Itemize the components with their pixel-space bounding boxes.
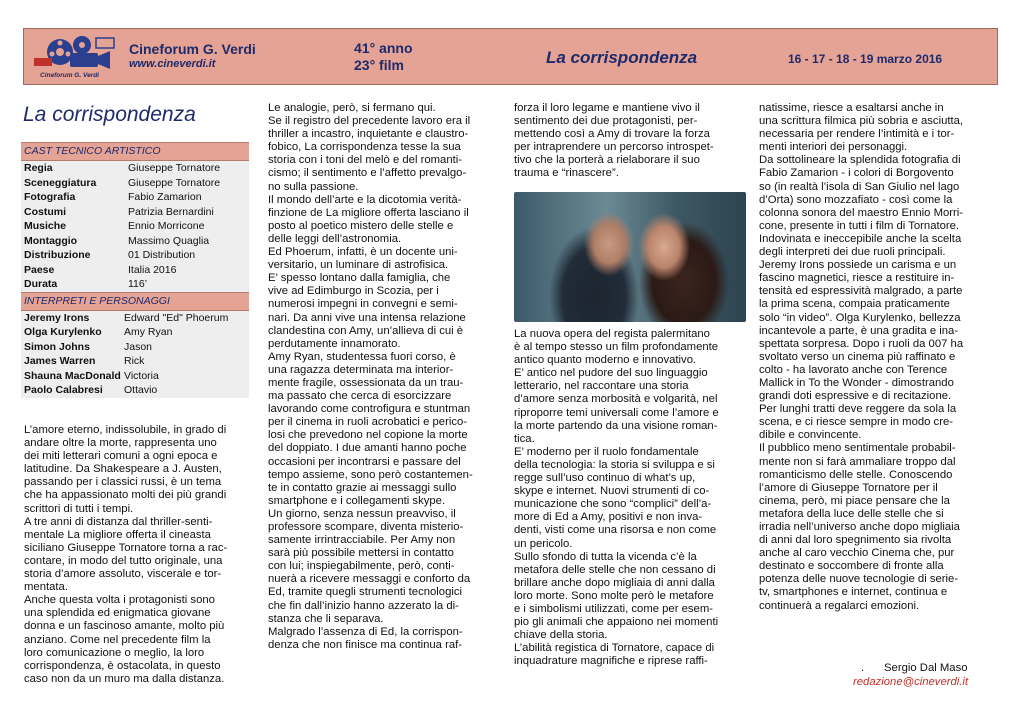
page-title: La corrispondenza — [23, 103, 196, 126]
text-line: cone, presente in tutti i film di Tornatore. — [759, 219, 960, 232]
text-line: vive ad Edimburgo in Scozia, per i — [268, 285, 439, 298]
text-line: d’Orta) sono mozzafiato - così come la — [759, 193, 953, 206]
text-line: tensità ed espressività malgrado, a parte — [759, 285, 963, 298]
text-line: loro morte. Sono molte però le metafore — [514, 589, 714, 602]
tech-key: Fotografia — [24, 191, 76, 203]
tech-key: Paese — [24, 263, 55, 276]
svg-text:Cineforum G. Verdi: Cineforum G. Verdi — [40, 72, 99, 79]
actor-value: Victoria — [124, 369, 159, 382]
signature-dot: . — [861, 662, 865, 674]
text-line: passando per i classici russi, è un tema — [24, 476, 222, 489]
text-line: scena, e ci riesce sempre in modo cre- — [759, 416, 954, 429]
text-line: pio gli animali che appaiono nei momenti — [514, 616, 719, 629]
tech-value: Massimo Quaglia — [128, 234, 210, 247]
text-line: d’amore senza morbosità e volgarità, nel — [514, 393, 718, 406]
screening-dates: 16 - 17 - 18 - 19 marzo 2016 — [788, 52, 943, 66]
tech-key: Sceneggiatura — [24, 176, 97, 189]
text-line: potenza delle nuove tecnologie di serie- — [759, 573, 959, 586]
text-line: tempo assieme, sono però costantemen- — [268, 468, 473, 481]
text-line: Anche questa volta i protagonisti sono — [24, 594, 215, 607]
text-line: L’amore eterno, indissolubile, in grado di — [24, 424, 227, 436]
tech-row — [21, 161, 249, 176]
article-column-2 — [268, 102, 500, 652]
actor-row — [21, 340, 249, 355]
text-line: more di Ed a Amy, positivi e non inva- — [514, 511, 703, 524]
year-label: 41° anno — [354, 40, 413, 56]
text-line: siciliano Giuseppe Tornatore torna a rac- — [24, 541, 228, 554]
tech-value: Ennio Morricone — [128, 220, 205, 232]
actor-key: Simon Johns — [24, 340, 90, 353]
text-line: Amy Ryan, studentessa fuori corso, è — [268, 350, 456, 363]
text-line: la prima scena, compaia praticamente — [759, 298, 950, 311]
text-line: anche al caro vecchio Cinema che, pur — [759, 547, 955, 560]
tech-row — [21, 248, 249, 263]
tech-value: 01 Distribution — [128, 249, 196, 261]
text-line: forza il loro legame e mantiene vivo il — [514, 102, 700, 114]
actor-key: Jeremy Irons — [24, 311, 90, 324]
text-line: tv, smartphones e internet, continua e — [759, 586, 948, 599]
text-line: regge sull’uso continuo di what’s up, — [514, 472, 696, 485]
text-line: E’ antico nel pudore del suo linguaggio — [514, 367, 708, 380]
text-line: mente non si farà ammaliare troppo dal — [759, 455, 956, 468]
text-line: E’ spesso lontano dalla famiglia, che — [268, 272, 451, 285]
text-line: so (in realtà l’isola di San Giulio nel lago — [759, 180, 960, 193]
text-line: inquadrature magnifiche e riprese raffi- — [514, 655, 708, 668]
org-name: Cineforum G. Verdi — [129, 41, 256, 57]
text-line: numerosi impegni in convegni e semi- — [268, 298, 458, 311]
text-line: solo “in video”. Olga Kurylenko, bellezza — [759, 311, 961, 324]
tech-value: Giuseppe Tornatore — [128, 162, 221, 174]
text-line: colto - ha lavorato anche con Terence — [759, 363, 948, 376]
text-line: dei miti letterari comuni a ogni epoca e — [24, 450, 218, 463]
text-line: smartphone e i collegamenti skype. — [268, 494, 446, 507]
text-line: contare, in modo del tutto originale, una — [24, 554, 223, 567]
actor-row — [21, 311, 249, 326]
text-line: brillare anche dopo migliaia di anni dalla — [514, 576, 715, 589]
actor-row — [21, 383, 249, 398]
text-line: Da sottolineare la splendida fotografia di — [759, 154, 961, 167]
cast-table — [21, 142, 249, 398]
text-line: che ha appassionato molti dei più grandi — [24, 489, 227, 502]
tech-row — [21, 219, 249, 234]
text-line: Il mondo dell’arte e la dicotomia verità- — [268, 193, 462, 206]
text-line: svoltato verso un cinema più raffinato e — [759, 350, 956, 363]
actor-key: Olga Kurylenko — [24, 326, 102, 338]
text-line: versitario, un luminare di astrofisica. — [268, 259, 449, 272]
text-line: chiave della storia. — [514, 629, 608, 642]
text-line: La nuova opera del regista palermitano — [514, 328, 710, 340]
text-line: te in contatto grazie ai messaggi sullo — [268, 481, 457, 494]
text-line: occasioni per incontrarsi e passare del — [268, 455, 461, 468]
tech-value: Italia 2016 — [128, 263, 177, 276]
tech-key: Costumi — [24, 205, 66, 218]
text-line: metafora della luce delle stelle che si — [759, 507, 944, 520]
text-line: delle leggi dell’astronomia. — [268, 232, 402, 245]
text-line: una scrittura filmica più sobria e asciutta, — [759, 115, 964, 128]
actor-value: Edward "Ed" Phoerum — [124, 311, 229, 324]
text-line: caso non da un muro ma dalla distanza. — [24, 672, 225, 685]
text-line: irradia nell’universo anche dopo migliaia — [759, 521, 960, 533]
text-line: A tre anni di distanza dal thriller-senti- — [24, 515, 213, 528]
text-line: Un giorno, senza nessun preavviso, il — [268, 507, 456, 520]
text-line: Indovinata e ineccepibile anche la scelta — [759, 232, 962, 245]
text-line: finzione de La migliore offerta lasciano il — [268, 206, 469, 219]
text-line: Fabio Zamarion - i colori di Borgovento — [759, 167, 954, 180]
text-line: storia con i toni del melò e del romanti- — [268, 154, 463, 167]
text-line: Per lunghi tratti deve reggere da sola la — [759, 403, 957, 416]
text-line: posto al poetico mistero delle stelle e — [268, 219, 454, 232]
tech-value: Fabio Zamarion — [128, 191, 202, 203]
text-line: Ed Phoerum, infatti, è un docente uni- — [268, 246, 458, 259]
text-line: destinato e soccombere di fronte alla — [759, 560, 944, 573]
text-line: andare oltre la morte, rappresenta uno — [24, 437, 217, 450]
text-line: L’abilità registica di Tornatore, capace di — [514, 642, 715, 655]
actor-row — [21, 369, 249, 384]
tech-value: Patrizia Bernardini — [128, 205, 214, 218]
text-line: di anni dal loro spegnimento sia rivolta — [759, 534, 952, 547]
article-column-3-bottom — [514, 328, 746, 668]
tech-value: 116’ — [128, 278, 148, 290]
text-line: riproporre temi universali come l’amore e — [514, 406, 719, 419]
text-line: tivo che la porterà a rielaborare il suo — [514, 154, 700, 167]
text-line: mente fragile, ossessionata da un trau- — [268, 376, 464, 389]
text-line: Jeremy Irons possiede un carisma e un — [759, 259, 957, 272]
text-line: che fin dall’inizio hanno azzerato la di- — [268, 599, 459, 612]
text-line: corrispondenza, è ostacolata, in questo — [24, 659, 221, 672]
text-line: Sullo sfondo di tutta la vicenda c’è la — [514, 550, 697, 563]
text-line: denti, visti come una risorsa e non come — [514, 524, 717, 537]
cineforum-logo-icon — [30, 32, 122, 80]
text-line: Ed, tramite quegli strumenti tecnologici — [268, 586, 463, 599]
tech-row — [21, 205, 249, 220]
text-line: grandi doti espressive e di recitazione. — [759, 390, 952, 403]
text-line: romanticismo delle stelle. Conoscendo — [759, 468, 953, 481]
text-line: nari. Da anni vive una intensa relazione — [268, 311, 466, 324]
tech-value: Giuseppe Tornatore — [128, 176, 221, 189]
article-column-3-top — [514, 102, 746, 181]
tech-row — [21, 263, 249, 278]
text-line: nuerà a ricevere messaggi e conforto da — [268, 573, 471, 586]
text-line: mettendo così a Amy di trovare la forza — [514, 128, 710, 141]
text-line: denza che non finisce ma continua raf- — [268, 638, 463, 651]
text-line: della tecnologia: la storia si sviluppa e si — [514, 458, 715, 471]
text-line: dibile e convincente. — [759, 429, 862, 442]
text-line: Mallick in To the Wonder - dimostrando — [759, 376, 954, 389]
text-line: sarà più possibile mettersi in contatto — [268, 547, 454, 560]
text-line: degli interpreti dei due ruoli principali. — [759, 246, 946, 259]
text-line: con lui; inspiegabilmente, però, conti- — [268, 560, 455, 573]
film-number: 23° film — [354, 57, 404, 73]
actor-row — [21, 354, 249, 369]
text-line: stanza che li separava. — [268, 612, 384, 625]
text-line: ma passato che cerca di esorcizzare — [268, 390, 452, 403]
tech-key: Distribuzione — [24, 249, 91, 261]
text-line: Malgrado l’assenza di Ed, la corrispon- — [268, 625, 463, 638]
text-line: per intraprendere un percorso introspet- — [514, 141, 714, 154]
text-line: no sulla passione. — [268, 180, 359, 193]
tech-key: Musiche — [24, 220, 67, 232]
text-line: e i simbolismi utilizzati, come per esem- — [514, 602, 714, 615]
actors-heading: INTERPRETI E PERSONAGGI — [21, 292, 249, 311]
tech-key: Montaggio — [24, 234, 78, 247]
text-line: natissime, riesce a esaltarsi anche in — [759, 102, 944, 114]
text-line: è al tempo stesso un film profondamente — [514, 341, 719, 354]
text-line: mentata. — [24, 581, 68, 594]
text-line: Le analogie, però, si fermano qui. — [268, 102, 436, 114]
text-line: metafora delle stelle che non cessano di — [514, 563, 716, 576]
text-line: menti interiori dei personaggi. — [759, 141, 908, 154]
text-line: donna e un fascinoso amante, molto più — [24, 620, 225, 633]
text-line: losi che prevedono nel copione la morte — [268, 429, 468, 442]
actor-value: Amy Ryan — [124, 326, 173, 338]
text-line: cinema, però, mi piace pensare che la — [759, 494, 950, 507]
article-column-1 — [24, 424, 252, 686]
article-column-4 — [759, 102, 994, 613]
text-line: tica. — [514, 432, 535, 445]
actor-value: Ottavio — [124, 384, 158, 396]
text-line: loro comunicazione o meglio, la loro — [24, 646, 205, 659]
author-name: Sergio Dal Maso — [884, 662, 968, 674]
text-line: letterario, nel raccontare una storia — [514, 380, 689, 393]
actor-key: James Warren — [24, 355, 96, 367]
contact-email[interactable]: redazione@cineverdi.it — [853, 676, 969, 688]
tech-row — [21, 176, 249, 191]
text-line: cismo; il sentimento e l’affetto prevalgo- — [268, 167, 467, 180]
text-line: samente irrintracciabile. Per Amy non — [268, 534, 456, 547]
text-line: scrittori di tutti i tempi. — [24, 502, 134, 515]
text-line: perdutamente innamorato. — [268, 337, 401, 350]
text-line: storia d’amore assoluto, viscerale e tor- — [24, 568, 222, 581]
text-line: la morte partendo da una visione roman- — [514, 419, 718, 432]
text-line: Il pubblico meno sentimentale probabil- — [759, 442, 956, 455]
tech-key: Durata — [24, 278, 58, 290]
text-line: sentimento dei due protagonisti, per- — [514, 115, 698, 128]
actor-value: Jason — [124, 340, 153, 353]
text-line: spettata sorpresa. Dopo i ruoli da 007 ha — [759, 337, 964, 350]
text-line: E’ moderno per il ruolo fondamentale — [514, 445, 699, 458]
text-line: necessaria per rendere l’intimità e i tor- — [759, 128, 955, 141]
header-banner — [23, 28, 998, 85]
text-line: trauma e “rinascere”. — [514, 167, 619, 180]
text-line: skype e internet. Nuovi strumenti di co- — [514, 485, 710, 498]
actor-key: Paolo Calabresi — [24, 384, 103, 396]
technical-cast-heading: CAST TECNICO ARTISTICO — [21, 142, 249, 161]
text-line: clandestina con Amy, un’allieva di cui è — [268, 324, 464, 337]
text-line: l’amore di Giuseppe Tornatore per il — [759, 481, 938, 494]
tech-row — [21, 234, 249, 249]
text-line: continuerà a regalarci emozioni. — [759, 599, 920, 612]
text-line: thriller a incastro, inquietante e claustro- — [268, 128, 469, 141]
text-line: municazione che sono “complici” dell’a- — [514, 498, 712, 511]
text-line: Se il registro del precedente lavoro era il — [268, 115, 471, 128]
tech-row — [21, 190, 249, 205]
actor-row — [21, 325, 249, 340]
actor-value: Rick — [124, 355, 145, 367]
tech-key: Regia — [24, 162, 53, 174]
film-still-image — [514, 192, 746, 322]
tech-row — [21, 277, 249, 292]
text-line: mentale La migliore offerta il cineasta — [24, 528, 211, 541]
text-line: una ragazza determinata ma interior- — [268, 363, 454, 376]
text-line: colonna sonora del maestro Ennio Morri- — [759, 206, 964, 219]
org-url[interactable]: www.cineverdi.it — [129, 58, 216, 70]
text-line: anziano. Come nel precedente film la — [24, 633, 211, 646]
text-line: fascino magnetici, riesce a restituire in- — [759, 272, 955, 285]
text-line: una splendida ed enigmatica giovane — [24, 607, 211, 620]
actor-key: Shauna MacDonald — [24, 369, 121, 382]
text-line: antico quanto moderno e innovativo. — [514, 354, 697, 367]
text-line: per il cinema in ruoli acrobatici e perico- — [268, 416, 468, 429]
text-line: fobico, La corrispondenza tesse la sua — [268, 141, 461, 154]
text-line: latitudine. Da Shakespeare a J. Austen, — [24, 463, 222, 476]
text-line: del doppiato. I due amanti hanno poche — [268, 442, 467, 455]
text-line: un pericolo. — [514, 537, 573, 550]
text-line: incantevole a parte, è una gradita e ina- — [759, 324, 959, 337]
text-line: lavorando come controfigura e stuntman — [268, 403, 471, 416]
header-film-title: La corrispondenza — [546, 48, 698, 67]
text-line: professore scompare, diventa misterio- — [268, 521, 464, 533]
